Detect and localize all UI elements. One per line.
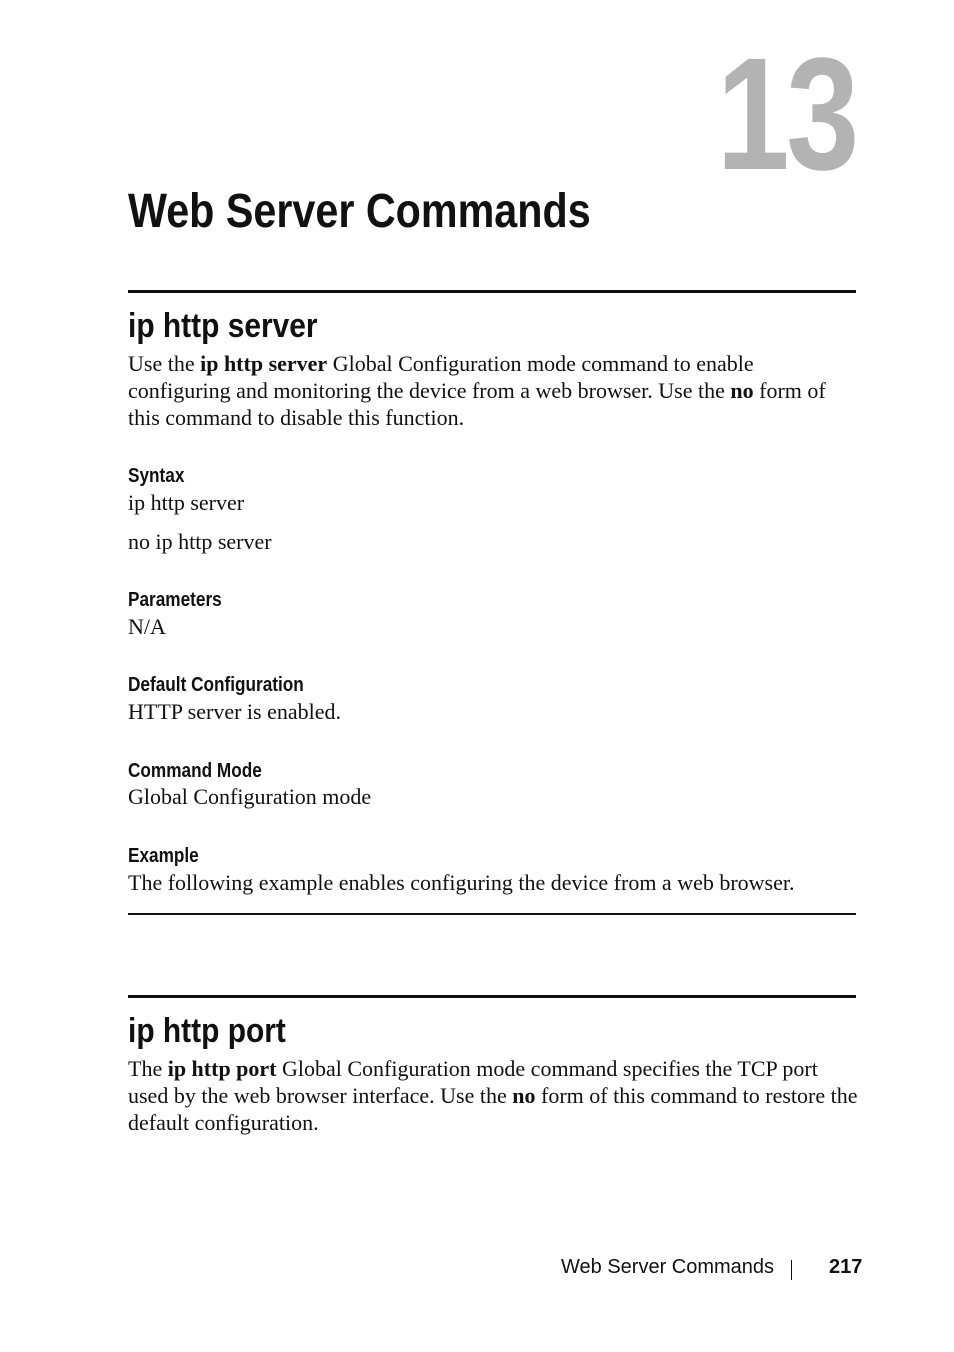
default-configuration-heading: Default Configuration [128,674,304,696]
description-text: Global Configuration mode command to enable configuring and monitoring the device from a web browser. Use the [128,351,754,403]
chapter-number: 13 [716,24,856,203]
example-box-bottom-rule [128,913,856,915]
parameters-heading: Parameters [128,589,222,611]
footer-title: Web Server Commands [561,1256,775,1278]
syntax-heading: Syntax [128,465,185,487]
page-number: 217 [829,1256,863,1278]
command-mode-heading: Command Mode [128,760,262,782]
description-text: The [128,1056,168,1081]
command-name: ip http port [167,1056,277,1081]
example-text: The following example enables configuring the device from a web browser. [128,870,795,895]
command-name: ip http server [200,351,328,376]
section-divider [128,290,856,293]
section-description [128,1055,858,1136]
example-heading: Example [128,845,199,867]
section-description [128,350,858,431]
description-text: form of this command to restore the default configuration. [128,1083,858,1135]
syntax-line: ip http server [128,490,245,515]
description-text: form of this command to disable this function. [128,378,826,430]
syntax-line: no ip http server [128,529,272,554]
description-text: Global Configuration mode command specifies the TCP port used by the web browser interface. Use the [128,1056,818,1108]
section-title-ip-http-port: ip http port [128,1012,286,1050]
footer-separator [791,1260,792,1280]
command-mode-text: Global Configuration mode [128,784,372,809]
chapter-title: Web Server Commands [128,185,591,238]
parameters-text: N/A [128,614,166,639]
section-divider [128,995,856,998]
no-keyword: no [730,378,754,403]
section-title-ip-http-server: ip http server [128,307,318,345]
default-configuration-text: HTTP server is enabled. [128,699,342,724]
no-keyword: no [512,1083,536,1108]
description-text: Use the [128,351,201,376]
